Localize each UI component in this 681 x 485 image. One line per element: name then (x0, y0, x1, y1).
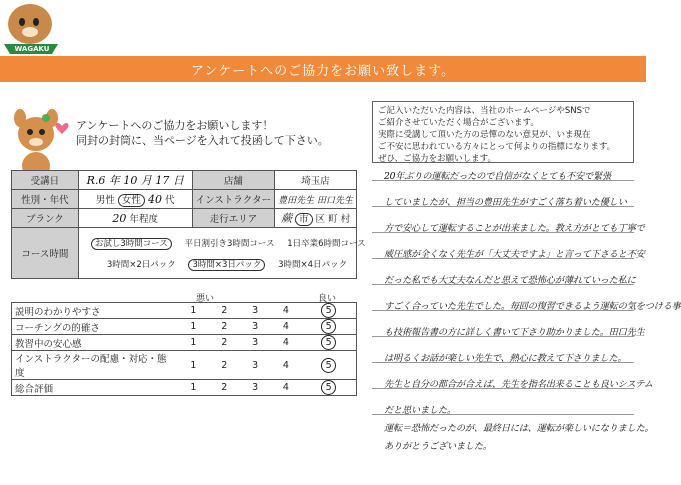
intro-text (76, 118, 329, 148)
rating-score: 1 (190, 305, 197, 316)
rating-selected-score: 5 (321, 380, 336, 395)
rating-score: 2 (221, 337, 228, 348)
notice-line: 実際に受講して頂いた方の忌憚のない意見が、いま現在 (378, 130, 591, 140)
rating-item-label: コーチングの的確さ (12, 319, 179, 335)
comment-text-line: 20年ぶりの運転だったので自信がなくとても不安で緊張 (384, 171, 611, 182)
intro-line: アンケートへのご協力をお願いします！ (76, 119, 274, 132)
rating-row (12, 335, 357, 351)
rating-score: 2 (221, 359, 228, 371)
notice-box (372, 101, 634, 163)
course-option-2day: 3時間×2日パック (106, 260, 176, 270)
rating-table (11, 302, 357, 396)
rating-selected-score: 5 (321, 335, 336, 350)
blank-label: ブランク (12, 209, 79, 228)
date-value: R.6 年 10 月 17 日 (78, 171, 192, 190)
rating-score: 3 (252, 337, 259, 348)
age-value: 40 (147, 193, 162, 206)
notice-line: ご記入いただいた内容は、当社のホームページやSNSで (378, 106, 591, 116)
age-unit: 代 (165, 195, 175, 206)
rating-score: 3 (252, 321, 259, 332)
area-value: 蕨 (280, 212, 292, 225)
rating-score: 2 (221, 321, 228, 332)
rating-score: 4 (282, 321, 289, 332)
area-label: 走行エリア (192, 209, 275, 228)
rating-score: 3 (252, 382, 259, 393)
rating-score: 1 (190, 321, 197, 332)
rating-item-label: 総合評価 (12, 380, 179, 396)
rating-row (12, 319, 357, 335)
comment-text-line: 運転＝恐怖だったのが、最終日には、運転が楽しいになりました。 (384, 423, 654, 434)
comment-text-line: すごく合っていた先生でした。毎回の復習できるよう運転の気をつける事 (384, 301, 681, 312)
notice-line: ご紹介させていただく場合がございます。 (378, 118, 539, 128)
rating-score: 2 (221, 382, 228, 393)
rating-row (12, 380, 357, 396)
comment-text-line: していましたが、担当の豊田先生がすごく落ち着いた優しい (384, 197, 627, 208)
school-value: 埼玉店 (275, 171, 357, 190)
gender-label: 性別・年代 (12, 190, 79, 209)
intro-line: 同封の封筒に、当ページを入れて投函して下さい。 (76, 134, 329, 147)
comment-text-line: 方で安心して運転することが出来ました。教え方がとても丁寧で (384, 223, 645, 234)
notice-line: ご不安に思われている方々にとって何よりの指標になります。 (378, 142, 616, 152)
comment-text-line: ありがとうございました。 (384, 441, 492, 452)
gender-option-male: 男性 (95, 195, 115, 206)
area-unit-ward: 区 (315, 214, 326, 225)
info-table (11, 170, 366, 279)
rating-selected-score: 5 (321, 358, 336, 373)
comment-box (372, 166, 681, 466)
instructor-label: インストラクター (192, 190, 275, 209)
rating-selected-score: 5 (321, 319, 336, 334)
rating-bad-label: 悪い (196, 294, 215, 304)
area-unit-town: 町 (328, 214, 338, 225)
gender-cell (78, 190, 192, 209)
comment-text-line: 先生と自分の都合が合えば、先生を指名出来ることも良いシステム (384, 379, 653, 390)
logo-text: WAGAKU (14, 45, 50, 53)
rating-score: 4 (282, 359, 289, 371)
rating-row (12, 351, 357, 380)
rating-item-label: 説明のわかりやすさ (12, 303, 179, 319)
notice-line: ぜひ、ご協力をお願いします。 (378, 154, 496, 164)
course-label: コース時間 (12, 228, 79, 279)
course-option-weekday: 平日割引き3時間コース (184, 239, 275, 249)
rating-item-label: インストラクターの配慮・対応・態度 (12, 351, 179, 380)
header-title: アンケートへのご協力をお願い致します。 (190, 64, 456, 79)
rating-selected-score: 5 (321, 303, 336, 318)
date-label: 受講日 (12, 171, 79, 190)
rating-score: 1 (190, 382, 197, 393)
rating-item-label: 教習中の安心感 (12, 335, 179, 351)
blank-cell (78, 209, 192, 228)
area-cell (275, 209, 357, 228)
course-option-one-day: 1日卒業6時間コース (287, 239, 366, 249)
rating-score: 1 (190, 337, 197, 348)
rating-row (12, 303, 357, 319)
rating-good-label: 良い (318, 294, 337, 304)
instructor-value: 豊田先生 田口先生 (275, 190, 357, 209)
area-unit-city-selected: 市 (295, 213, 313, 226)
comment-text-line: 威圧感が全くなく先生が「大丈夫ですよ」と言って下さると不安 (384, 249, 645, 260)
comment-text-line: も技術報告書の方に詳しく書いて下さり助かりました。田口先生 (384, 327, 645, 338)
school-label: 店舗 (192, 171, 275, 190)
rating-score: 4 (282, 382, 289, 393)
blank-value: 20 (112, 212, 127, 225)
area-unit-village: 村 (340, 214, 351, 225)
gender-option-female-selected: 女性 (118, 194, 145, 207)
rating-score: 2 (221, 305, 228, 316)
comment-text-line: は明るくお話が楽しい先生で、熱心に教えて下さりました。 (384, 353, 627, 364)
comment-text-line: だった私でも大丈夫なんだと思えて恐怖心が薄れていった私に (384, 275, 636, 286)
course-cell (78, 228, 366, 279)
comment-text-line: だと思いました。 (384, 405, 456, 416)
course-option-4day: 3時間×4日パック (278, 260, 348, 270)
rating-score: 4 (282, 305, 289, 316)
blank-unit: 年程度 (129, 214, 158, 225)
course-option-3day-selected: 3時間×3日パック (188, 259, 265, 271)
rating-score: 4 (282, 337, 289, 348)
course-option-trial: お試し3時間コース (91, 238, 172, 250)
rating-score: 1 (190, 359, 197, 371)
rating-score: 3 (252, 305, 259, 316)
rating-score: 3 (252, 359, 259, 371)
